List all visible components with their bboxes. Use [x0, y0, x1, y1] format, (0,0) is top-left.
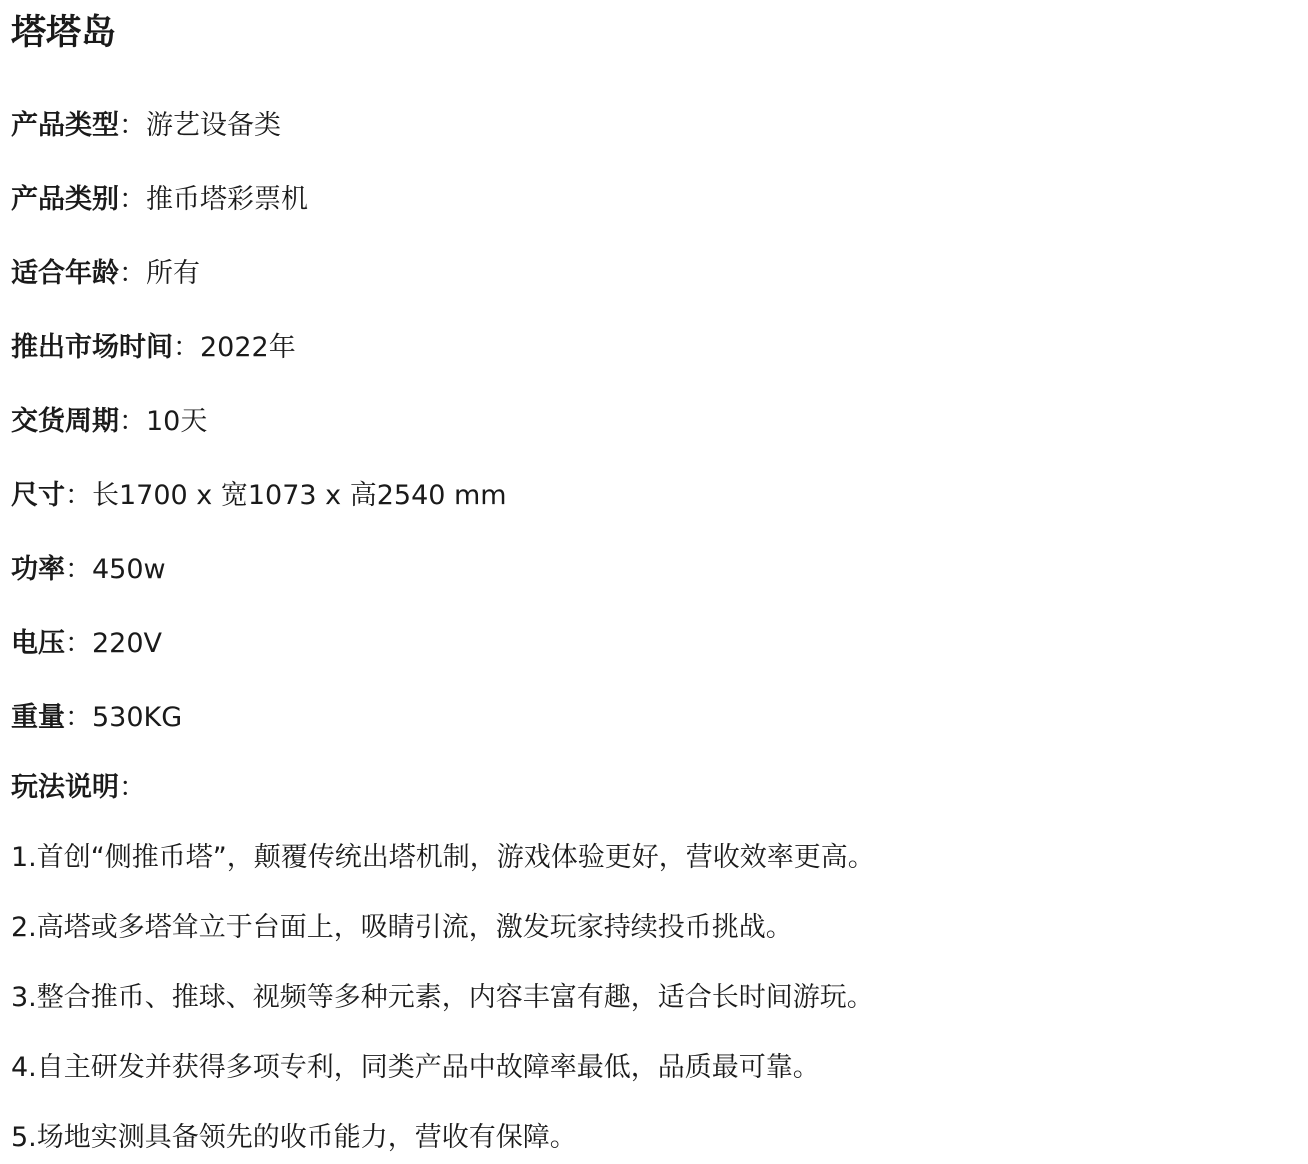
spec-row-power [11, 554, 1308, 586]
spec-value: 游艺设备类 [146, 110, 281, 141]
gameplay-heading [11, 772, 1308, 804]
spec-separator: ： [119, 406, 146, 437]
spec-row-launch-time [11, 332, 1308, 364]
spec-row-weight [11, 702, 1308, 734]
spec-value: 2022年 [200, 332, 296, 363]
spec-label: 功率 [11, 554, 65, 585]
spec-label: 电压 [11, 628, 65, 659]
spec-separator: ： [119, 110, 146, 141]
spec-value: 530KG [92, 702, 183, 733]
product-title: 塔塔岛 [11, 13, 117, 53]
spec-value: 推币塔彩票机 [146, 184, 308, 215]
spec-label: 尺寸 [11, 480, 65, 511]
gameplay-item: 1.首创“侧推币塔”，颠覆传统出塔机制，游戏体验更好，营收效率更高。 [11, 842, 875, 873]
gameplay-item: 5.场地实测具备领先的收币能力，营收有保障。 [11, 1122, 577, 1153]
spec-separator: ： [65, 554, 92, 585]
spec-separator: ： [119, 258, 146, 289]
spec-label: 重量 [11, 702, 65, 733]
spec-separator: ： [65, 480, 92, 511]
gameplay-heading-separator: ： [119, 772, 146, 803]
spec-label: 产品类型 [11, 110, 119, 141]
spec-separator: ： [119, 184, 146, 215]
spec-value: 10天 [146, 406, 208, 437]
spec-row-product-type [11, 110, 1308, 142]
spec-row-product-category [11, 184, 1308, 216]
spec-separator: ： [65, 628, 92, 659]
spec-label: 交货周期 [11, 406, 119, 437]
spec-label: 适合年龄 [11, 258, 119, 289]
spec-value: 长1700 x 宽1073 x 高2540 mm [92, 480, 507, 511]
spec-row-dimensions [11, 480, 1308, 512]
gameplay-item: 2.高塔或多塔耸立于台面上，吸睛引流，激发玩家持续投币挑战。 [11, 912, 793, 943]
spec-row-delivery-cycle [11, 406, 1308, 438]
spec-value: 220V [92, 628, 163, 659]
gameplay-list [11, 842, 1308, 1154]
spec-value: 所有 [146, 258, 200, 289]
gameplay-item: 4.自主研发并获得多项专利，同类产品中故障率最低，品质最可靠。 [11, 1052, 820, 1083]
spec-value: 450w [92, 554, 166, 585]
spec-row-suitable-age [11, 258, 1308, 290]
spec-label: 推出市场时间 [11, 332, 173, 363]
spec-row-voltage [11, 628, 1308, 660]
spec-label: 产品类别 [11, 184, 119, 215]
spec-separator: ： [65, 702, 92, 733]
spec-separator: ： [173, 332, 200, 363]
gameplay-item: 3.整合推币、推球、视频等多种元素，内容丰富有趣，适合长时间游玩。 [11, 982, 874, 1013]
gameplay-heading-label: 玩法说明 [11, 772, 119, 803]
spec-list [11, 110, 1308, 734]
